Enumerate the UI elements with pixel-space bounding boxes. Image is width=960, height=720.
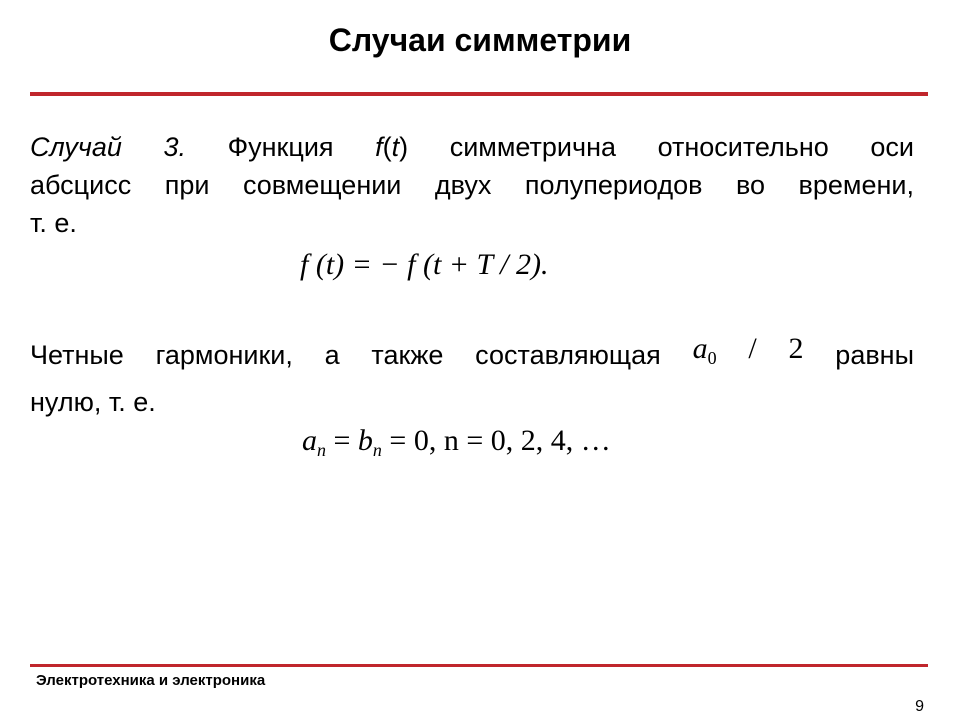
- para2-line2: нулю, т. е.: [30, 387, 156, 417]
- paragraph-case-3: [30, 128, 914, 242]
- formula-symmetry: f (t) = − f (t + T / 2).: [300, 248, 549, 281]
- slide-title: Случаи симметрии: [328, 22, 632, 58]
- inline-a0-half: $a_0 / 2$: [692, 332, 804, 368]
- footer-divider: [30, 664, 928, 667]
- para1-line2: абсцисс при совмещении двух полупериодов во времени,: [30, 170, 914, 200]
- title-divider: [30, 92, 928, 96]
- para1-line3: т. е.: [30, 208, 77, 238]
- para1-line1: [30, 128, 914, 166]
- text-even-harmonics: Четные гармоники, а также составляющая: [30, 340, 661, 370]
- paragraph-even-harmonics: [30, 332, 914, 421]
- formula-coefficients-zero: $a_n = b_n = 0$, n = 0, 2, 4, …: [302, 424, 611, 460]
- text-equal: равны: [835, 340, 914, 370]
- text-function: Функция: [227, 132, 334, 162]
- para2-line1: [30, 332, 914, 383]
- text-symmetric: симметрична относительно оси: [449, 132, 914, 162]
- footer-course-title: Электротехника и электроника: [36, 672, 266, 689]
- func-expression: f(t): [375, 132, 409, 162]
- case-label: Случай 3.: [30, 132, 187, 162]
- page-number: 9: [915, 698, 924, 715]
